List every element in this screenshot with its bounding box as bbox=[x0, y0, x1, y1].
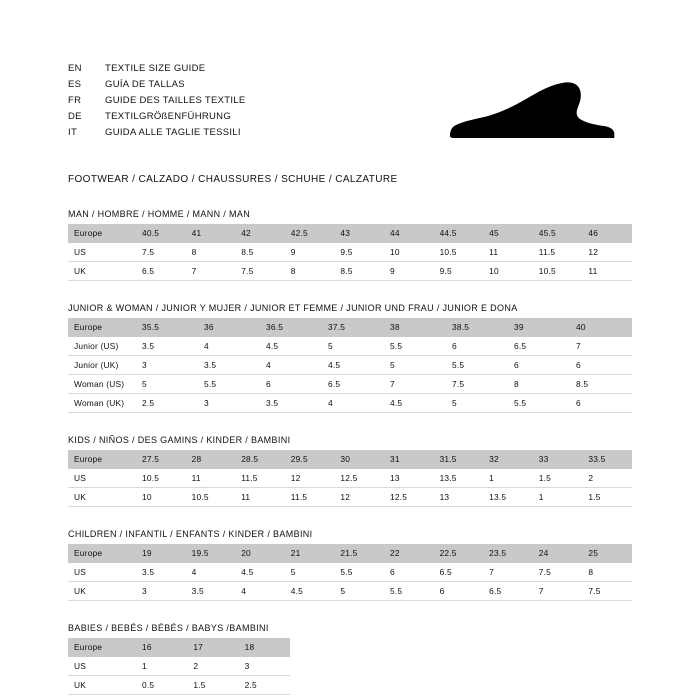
table-cell: 8 bbox=[508, 375, 570, 394]
table-cell: 8 bbox=[285, 262, 335, 281]
table-row bbox=[68, 394, 632, 413]
table-cell: 2.5 bbox=[239, 676, 290, 695]
column-header: 19.5 bbox=[186, 544, 236, 563]
language-code: DE bbox=[68, 111, 82, 122]
table-cell: 7.5 bbox=[136, 243, 186, 262]
column-header: 30 bbox=[334, 450, 384, 469]
column-header: 28.5 bbox=[235, 450, 285, 469]
table-row bbox=[68, 356, 632, 375]
row-label: UK bbox=[68, 676, 136, 695]
table-cell: 3.5 bbox=[136, 337, 198, 356]
table-cell: 10 bbox=[483, 262, 533, 281]
table-cell: 6.5 bbox=[508, 337, 570, 356]
table-cell: 9.5 bbox=[434, 262, 484, 281]
dress-shoe-icon bbox=[420, 74, 620, 152]
language-code: ES bbox=[68, 79, 82, 90]
kids-table-caption: KIDS / NIÑOS / DES GAMINS / KINDER / BAMBINI bbox=[68, 435, 291, 445]
table-cell: 8.5 bbox=[334, 262, 384, 281]
column-header: 28 bbox=[186, 450, 236, 469]
table-cell: 10.5 bbox=[533, 262, 583, 281]
table-cell: 13.5 bbox=[483, 488, 533, 507]
table-cell: 2 bbox=[187, 657, 238, 676]
table-cell: 4.5 bbox=[235, 563, 285, 582]
table-cell: 11 bbox=[186, 469, 236, 488]
table-cell: 10 bbox=[136, 488, 186, 507]
table-cell: 1.5 bbox=[187, 676, 238, 695]
language-row bbox=[68, 78, 246, 91]
table-header-row bbox=[68, 450, 632, 469]
junior-woman-table-caption: JUNIOR & WOMAN / JUNIOR Y MUJER / JUNIOR ET FEMME / JUNIOR UND FRAU / JUNIOR E DONA bbox=[68, 303, 518, 313]
table-cell: 5.5 bbox=[446, 356, 508, 375]
column-header: 39 bbox=[508, 318, 570, 337]
table-cell: 9.5 bbox=[334, 243, 384, 262]
column-header: 21.5 bbox=[334, 544, 384, 563]
column-header: 36.5 bbox=[260, 318, 322, 337]
column-header: 27.5 bbox=[136, 450, 186, 469]
table-cell: 4.5 bbox=[384, 394, 446, 413]
row-label: Junior (US) bbox=[68, 337, 136, 356]
table-cell: 5 bbox=[334, 582, 384, 601]
column-header: 41 bbox=[186, 224, 236, 243]
table-cell: 2.5 bbox=[136, 394, 198, 413]
language-row bbox=[68, 62, 246, 75]
table-cell: 5 bbox=[136, 375, 198, 394]
table-row bbox=[68, 676, 290, 695]
man-size-table bbox=[68, 224, 632, 281]
table-cell: 5.5 bbox=[334, 563, 384, 582]
table-cell: 12 bbox=[334, 488, 384, 507]
table-cell: 10.5 bbox=[136, 469, 186, 488]
language-row bbox=[68, 126, 246, 139]
table-row bbox=[68, 563, 632, 582]
table-cell: 6 bbox=[434, 582, 484, 601]
column-header: 32 bbox=[483, 450, 533, 469]
table-cell: 5.5 bbox=[384, 582, 434, 601]
table-cell: 11 bbox=[235, 488, 285, 507]
table-cell: 12 bbox=[582, 243, 632, 262]
table-cell: 3 bbox=[198, 394, 260, 413]
column-header-label: Europe bbox=[68, 450, 136, 469]
babies-table-caption: BABIES / BEBÉS / BÉBÉS / BABYS /BAMBINI bbox=[68, 623, 269, 633]
table-cell: 3 bbox=[239, 657, 290, 676]
table-cell: 12.5 bbox=[384, 488, 434, 507]
table-cell: 11.5 bbox=[533, 243, 583, 262]
language-code: EN bbox=[68, 63, 82, 74]
footwear-section-title: FOOTWEAR / CALZADO / CHAUSSURES / SCHUHE / CALZATURE bbox=[68, 174, 398, 185]
table-row bbox=[68, 337, 632, 356]
table-row bbox=[68, 262, 632, 281]
column-header: 44.5 bbox=[434, 224, 484, 243]
table-cell: 3 bbox=[136, 582, 186, 601]
table-cell: 4.5 bbox=[260, 337, 322, 356]
table-cell: 3.5 bbox=[260, 394, 322, 413]
table-row bbox=[68, 582, 632, 601]
column-header: 42.5 bbox=[285, 224, 335, 243]
row-label: UK bbox=[68, 582, 136, 601]
table-cell: 5.5 bbox=[384, 337, 446, 356]
table-cell: 9 bbox=[285, 243, 335, 262]
table-cell: 3 bbox=[136, 356, 198, 375]
language-row bbox=[68, 110, 246, 123]
table-cell: 7.5 bbox=[533, 563, 583, 582]
man-table-caption: MAN / HOMBRE / HOMME / MANN / MAN bbox=[68, 209, 251, 219]
table-cell: 4.5 bbox=[285, 582, 335, 601]
table-cell: 13 bbox=[384, 469, 434, 488]
man-size-table-block bbox=[68, 209, 632, 281]
column-header: 45.5 bbox=[533, 224, 583, 243]
table-cell: 4 bbox=[322, 394, 384, 413]
row-label: Woman (UK) bbox=[68, 394, 136, 413]
table-cell: 13.5 bbox=[434, 469, 484, 488]
table-cell: 5 bbox=[322, 337, 384, 356]
row-label: Junior (UK) bbox=[68, 356, 136, 375]
table-cell: 7.5 bbox=[446, 375, 508, 394]
junior-woman-size-table bbox=[68, 318, 632, 413]
table-cell: 10.5 bbox=[186, 488, 236, 507]
table-cell: 7 bbox=[384, 375, 446, 394]
column-header: 19 bbox=[136, 544, 186, 563]
table-cell: 12.5 bbox=[334, 469, 384, 488]
language-title: GUIDA ALLE TAGLIE TESSILI bbox=[105, 127, 241, 138]
table-cell: 3.5 bbox=[186, 582, 236, 601]
column-header: 31 bbox=[384, 450, 434, 469]
column-header: 40 bbox=[570, 318, 632, 337]
language-title: TEXTILGRÖßENFÜHRUNG bbox=[105, 111, 232, 122]
table-cell: 6.5 bbox=[483, 582, 533, 601]
column-header: 36 bbox=[198, 318, 260, 337]
table-cell: 4.5 bbox=[322, 356, 384, 375]
table-cell: 9 bbox=[384, 262, 434, 281]
table-row bbox=[68, 375, 632, 394]
table-cell: 1 bbox=[483, 469, 533, 488]
document-header bbox=[68, 62, 632, 152]
column-header: 25 bbox=[582, 544, 632, 563]
table-cell: 7 bbox=[570, 337, 632, 356]
table-cell: 1.5 bbox=[582, 488, 632, 507]
column-header: 35.5 bbox=[136, 318, 198, 337]
table-cell: 7.5 bbox=[582, 582, 632, 601]
table-cell: 4 bbox=[260, 356, 322, 375]
column-header: 46 bbox=[582, 224, 632, 243]
table-cell: 1.5 bbox=[533, 469, 583, 488]
table-header-row bbox=[68, 638, 290, 657]
table-cell: 8 bbox=[582, 563, 632, 582]
column-header-label: Europe bbox=[68, 638, 136, 657]
table-row bbox=[68, 243, 632, 262]
column-header: 16 bbox=[136, 638, 187, 657]
column-header: 38 bbox=[384, 318, 446, 337]
language-title: GUÍA DE TALLAS bbox=[105, 79, 185, 90]
table-header-row bbox=[68, 544, 632, 563]
kids-size-table-block bbox=[68, 435, 632, 507]
language-title: GUIDE DES TAILLES TEXTILE bbox=[105, 95, 246, 106]
column-header: 31.5 bbox=[434, 450, 484, 469]
table-cell: 6.5 bbox=[136, 262, 186, 281]
kids-size-table bbox=[68, 450, 632, 507]
table-cell: 11 bbox=[582, 262, 632, 281]
children-size-table bbox=[68, 544, 632, 601]
table-cell: 6 bbox=[446, 337, 508, 356]
row-label: US bbox=[68, 243, 136, 262]
table-cell: 4 bbox=[198, 337, 260, 356]
table-cell: 6 bbox=[260, 375, 322, 394]
row-label: Woman (US) bbox=[68, 375, 136, 394]
table-cell: 5 bbox=[285, 563, 335, 582]
column-header: 33.5 bbox=[582, 450, 632, 469]
language-code: IT bbox=[68, 127, 78, 138]
table-header-row bbox=[68, 318, 632, 337]
table-cell: 1 bbox=[533, 488, 583, 507]
table-cell: 6 bbox=[384, 563, 434, 582]
column-header-label: Europe bbox=[68, 318, 136, 337]
column-header: 22 bbox=[384, 544, 434, 563]
table-cell: 5 bbox=[384, 356, 446, 375]
table-cell: 6.5 bbox=[322, 375, 384, 394]
column-header: 38.5 bbox=[446, 318, 508, 337]
column-header: 42 bbox=[235, 224, 285, 243]
table-cell: 3.5 bbox=[136, 563, 186, 582]
column-header: 45 bbox=[483, 224, 533, 243]
babies-size-table-block bbox=[68, 623, 632, 695]
table-cell: 6 bbox=[508, 356, 570, 375]
language-title: TEXTILE SIZE GUIDE bbox=[105, 63, 206, 74]
table-cell: 8.5 bbox=[235, 243, 285, 262]
table-cell: 1 bbox=[136, 657, 187, 676]
column-header: 17 bbox=[187, 638, 238, 657]
row-label: US bbox=[68, 563, 136, 582]
table-cell: 11.5 bbox=[285, 488, 335, 507]
column-header: 21 bbox=[285, 544, 335, 563]
table-cell: 2 bbox=[582, 469, 632, 488]
table-cell: 4 bbox=[235, 582, 285, 601]
language-row bbox=[68, 94, 246, 107]
children-size-table-block bbox=[68, 529, 632, 601]
table-cell: 6 bbox=[570, 394, 632, 413]
table-cell: 5 bbox=[446, 394, 508, 413]
table-cell: 13 bbox=[434, 488, 484, 507]
table-cell: 10 bbox=[384, 243, 434, 262]
table-row bbox=[68, 469, 632, 488]
table-cell: 8 bbox=[186, 243, 236, 262]
table-cell: 12 bbox=[285, 469, 335, 488]
table-cell: 3.5 bbox=[198, 356, 260, 375]
language-title-list bbox=[68, 62, 246, 139]
table-cell: 5.5 bbox=[508, 394, 570, 413]
table-row bbox=[68, 657, 290, 676]
table-row bbox=[68, 488, 632, 507]
table-cell: 7 bbox=[186, 262, 236, 281]
column-header: 44 bbox=[384, 224, 434, 243]
column-header: 40.5 bbox=[136, 224, 186, 243]
table-cell: 7.5 bbox=[235, 262, 285, 281]
table-cell: 11 bbox=[483, 243, 533, 262]
junior-woman-size-table-block bbox=[68, 303, 632, 413]
column-header-label: Europe bbox=[68, 224, 136, 243]
table-cell: 5.5 bbox=[198, 375, 260, 394]
column-header: 33 bbox=[533, 450, 583, 469]
column-header-label: Europe bbox=[68, 544, 136, 563]
column-header: 37.5 bbox=[322, 318, 384, 337]
column-header: 23.5 bbox=[483, 544, 533, 563]
table-cell: 7 bbox=[533, 582, 583, 601]
row-label: UK bbox=[68, 262, 136, 281]
column-header: 24 bbox=[533, 544, 583, 563]
row-label: UK bbox=[68, 488, 136, 507]
table-cell: 10.5 bbox=[434, 243, 484, 262]
children-table-caption: CHILDREN / INFANTIL / ENFANTS / KINDER / BAMBINI bbox=[68, 529, 313, 539]
language-code: FR bbox=[68, 95, 82, 106]
table-cell: 7 bbox=[483, 563, 533, 582]
column-header: 18 bbox=[239, 638, 290, 657]
row-label: US bbox=[68, 657, 136, 676]
table-cell: 11.5 bbox=[235, 469, 285, 488]
table-cell: 0.5 bbox=[136, 676, 187, 695]
table-cell: 6 bbox=[570, 356, 632, 375]
babies-size-table bbox=[68, 638, 290, 695]
column-header: 20 bbox=[235, 544, 285, 563]
table-cell: 4 bbox=[186, 563, 236, 582]
column-header: 29.5 bbox=[285, 450, 335, 469]
column-header: 22.5 bbox=[434, 544, 484, 563]
row-label: US bbox=[68, 469, 136, 488]
column-header: 43 bbox=[334, 224, 384, 243]
table-cell: 8.5 bbox=[570, 375, 632, 394]
table-header-row bbox=[68, 224, 632, 243]
table-cell: 6.5 bbox=[434, 563, 484, 582]
